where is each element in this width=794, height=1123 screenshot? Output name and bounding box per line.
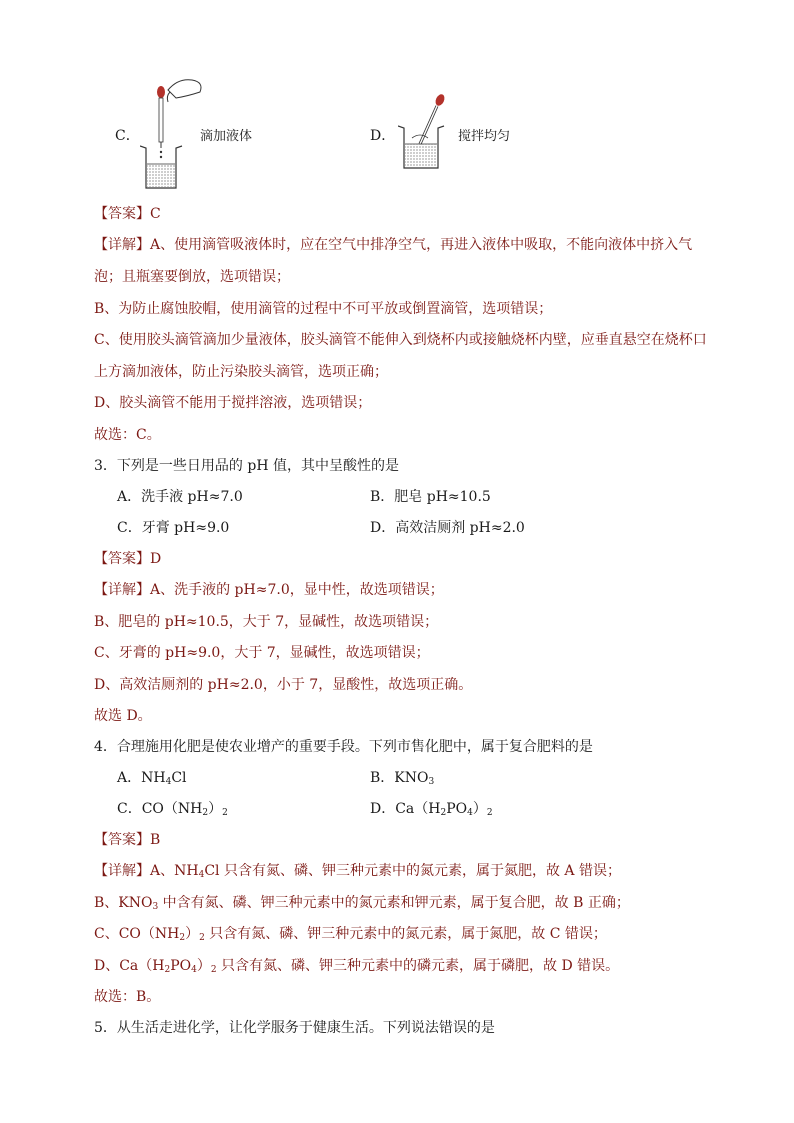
q2-answer-line <box>94 203 161 223</box>
q4-option-a: A．$NH_4Cl$ <box>117 770 187 787</box>
q2-detail-line-4: C、使用胶头滴管滴加少量液体，胶头滴管不能伸入到烧杯内或接触烧杯内壁，应垂直悬空在烧杯口 <box>94 332 707 348</box>
q4-option-d: D．$Ca(H_2PO_4)_2$ <box>370 801 493 818</box>
q4-detail-line-2: B、$KNO_3$ 中含有氮、磷、钾三种元素中的氮元素和钾元素，属于复合肥，故 B 正确； <box>94 895 630 912</box>
q4-detail-line-1: 【详解】A、$NH_4Cl$ 只含有氮、磷、钾三种元素中的氮元素，属于氮肥，故 A 错误； <box>94 863 621 880</box>
q3-detail-line-3: C、牙膏的 pH≈9.0，大于 7，显碱性，故选项错误； <box>94 645 430 661</box>
q3-answer-tag: 【答案】 <box>94 551 150 567</box>
q3-detail-line-4: D、高效洁厕剂的 pH≈2.0，小于 7，显酸性，故选项正确。 <box>94 677 473 693</box>
q3-detail-tag: 【详解】 <box>94 582 150 598</box>
figure-d-letter: D． <box>370 128 396 144</box>
q3-answer: D <box>150 551 162 567</box>
q4-option-c: C．$CO(NH_2)_2$ <box>117 801 228 818</box>
q3-option-b: B．肥皂 pH≈10.5 <box>370 489 491 505</box>
q4-answer-line <box>94 829 160 849</box>
q2-conclusion: 故选：C。 <box>94 427 161 443</box>
figure-d-caption: 搅拌均匀 <box>458 128 511 143</box>
q2-detail-line-3: B、为防止腐蚀胶帽，使用滴管的过程中不可平放或倒置滴管，选项错误； <box>94 301 553 317</box>
figure-c-caption: 滴加液体 <box>200 128 253 143</box>
q2-detail-text: A、使用滴管吸液体时，应在空气中排净空气，再进入液体中吸取，不能向液体中挤入气 <box>150 237 693 253</box>
q2-detail-line-2: 泡；且瓶塞要倒放，选项错误； <box>94 269 290 285</box>
q4-detail-line-4: D、$Ca(H_2PO_4)_2$ 只含有氮、磷、钾三种元素中的磷元素，属于磷肥，故 D 错误。 <box>94 958 620 975</box>
figure-c-dropping-liquid <box>115 72 315 192</box>
q4-answer: B <box>150 832 161 848</box>
figure-d-stirring <box>370 92 570 182</box>
q3-detail-line-1 <box>94 579 444 599</box>
q4-option-b: B．$KNO_3$ <box>370 770 435 787</box>
q3-detail-text: A、洗手液的 pH≈7.0，显中性，故选项错误； <box>150 582 444 598</box>
q5-stem: 5．从生活走进化学，让化学服务于健康生活。下列说法错误的是 <box>94 1020 495 1036</box>
q4-detail-tag: 【详解】 <box>94 863 150 879</box>
q4-stem: 4．合理施用化肥是使农业增产的重要手段。下列市售化肥中，属于复合肥料的是 <box>94 739 593 755</box>
q2-detail-line-1 <box>94 234 692 254</box>
q2-answer: C <box>150 206 161 222</box>
q3-stem: 3．下列是一些日用品的 pH 值，其中呈酸性的是 <box>94 458 399 474</box>
q2-detail-line-5: 上方滴加液体，防止污染胶头滴管，选项正确； <box>94 364 388 380</box>
figure-c-letter: C． <box>115 128 140 144</box>
q3-detail-line-2: B、肥皂的 pH≈10.5，大于 7，显碱性，故选项错误； <box>94 614 439 630</box>
q3-option-a: A．洗手液 pH≈7.0 <box>117 489 243 505</box>
q2-detail-line-6: D、胶头滴管不能用于搅拌溶液，选项错误； <box>94 395 372 411</box>
q2-answer-tag: 【答案】 <box>94 206 150 222</box>
stirring-beaker-illustration <box>398 92 458 174</box>
q4-conclusion: 故选：B。 <box>94 989 161 1005</box>
q4-detail-line-3: C、$CO(NH_2)_2$ 只含有氮、磷、钾三种元素中的氮元素，属于氮肥，故 C 错误； <box>94 926 607 943</box>
q2-detail-tag: 【详解】 <box>94 237 150 253</box>
q3-option-d: D．高效洁厕剂 pH≈2.0 <box>370 520 525 536</box>
q3-option-c: C．牙膏 pH≈9.0 <box>117 520 230 536</box>
q3-conclusion: 故选 D。 <box>94 708 152 724</box>
q4-answer-tag: 【答案】 <box>94 832 150 848</box>
q3-answer-line <box>94 548 161 568</box>
